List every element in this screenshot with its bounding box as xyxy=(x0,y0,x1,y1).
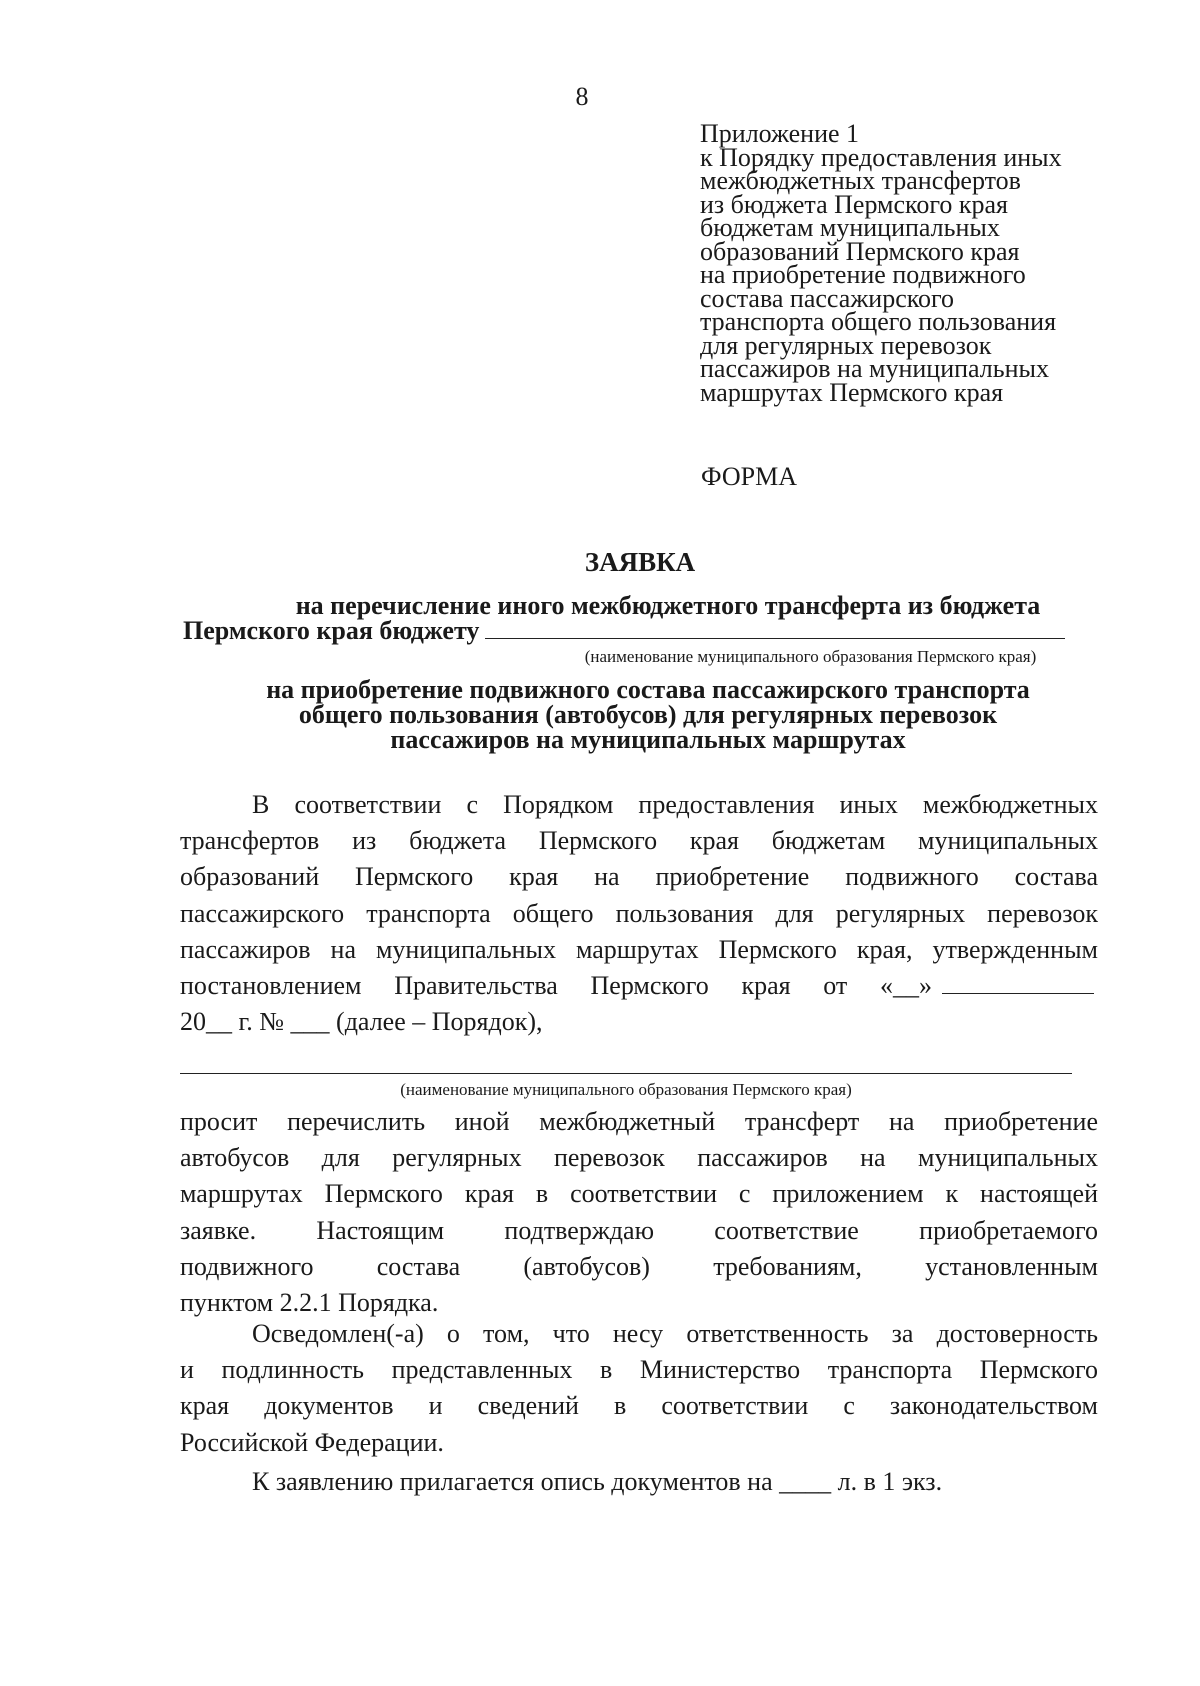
paragraph-line: маршрутах Пермского края в соответствии с приложением к настоящей xyxy=(180,1179,1098,1209)
purpose-line: пассажиров на муниципальных маршрутах xyxy=(390,725,906,754)
paragraph-line: просит перечислить иной межбюджетный трансферт на приобретение xyxy=(180,1107,1098,1136)
appendix-line: к Порядку предоставления иных xyxy=(700,142,1062,172)
paragraph-1 xyxy=(180,787,1098,1040)
appendix-line: на приобретение подвижного xyxy=(700,260,1026,289)
field-caption: (наименование муниципального образования Пермского края) xyxy=(584,647,1037,666)
subtitle-line-with-blank xyxy=(183,616,1065,645)
paragraph-line: заявке. Настоящим подтверждаю соответствие приобретаемого xyxy=(180,1215,1098,1245)
field-caption: (наименование муниципального образования Пермского края) xyxy=(400,1080,852,1099)
paragraph-2 xyxy=(180,1104,1098,1321)
paragraph-line: Российской Федерации. xyxy=(180,1427,444,1457)
municipality-name-line[interactable] xyxy=(180,1073,1072,1074)
form-label: ФОРМА xyxy=(701,462,797,491)
subtitle-text: Пермского края бюджету xyxy=(183,616,480,645)
paragraph-text: постановлением Правительства Пермского края от «__» xyxy=(180,970,932,1000)
document-title: ЗАЯВКА xyxy=(584,547,696,577)
date-blank[interactable] xyxy=(942,973,1094,994)
page-number: 8 xyxy=(575,82,589,111)
appendix-line: маршрутах Пермского края xyxy=(700,377,1004,407)
paragraph-line-with-date xyxy=(180,968,1098,1004)
purpose-heading xyxy=(48,677,1200,752)
appendix-line: состава пассажирского xyxy=(700,283,955,313)
paragraph-line: автобусов для регулярных перевозок пассажиров на муниципальных xyxy=(180,1143,1098,1173)
paragraph-line: трансфертов из бюджета Пермского края бюджетам муниципальных xyxy=(180,826,1098,856)
paragraph-line: и подлинность представленных в Министерство транспорта Пермского xyxy=(180,1355,1098,1385)
purpose-line: общего пользования (автобусов) для регулярных перевозок xyxy=(298,700,998,729)
paragraph-line: края документов и сведений в соответствии с законодательством xyxy=(180,1391,1098,1421)
municipality-name-blank[interactable] xyxy=(485,616,1065,639)
appendix-line: образований Пермского края xyxy=(700,236,1020,266)
subtitle-line: на перечисление иного межбюджетного трансферта из бюджета xyxy=(295,591,1041,620)
appendix-line: из бюджета Пермского края xyxy=(700,189,1009,219)
paragraph-line: пассажирского транспорта общего пользования для регулярных перевозок xyxy=(180,898,1098,928)
appendix-line: транспорта общего пользования xyxy=(700,307,1057,336)
paragraph-line: пунктом 2.2.1 Порядка. xyxy=(180,1287,439,1317)
appendix-header xyxy=(700,119,1140,407)
appendix-line: пассажиров на муниципальных xyxy=(700,354,1050,383)
paragraph-3 xyxy=(180,1316,1098,1461)
paragraph-line: подвижного состава (автобусов) требованиям, установленным xyxy=(180,1251,1098,1281)
paragraph-line: 20__ г. № ___ (далее – Порядок), xyxy=(180,1007,543,1037)
paragraph-line: В соответствии с Порядком предоставления иных межбюджетных xyxy=(252,790,1098,819)
paragraph-text: К заявлению прилагается опись документов на xyxy=(252,1467,773,1496)
paragraph-line: Осведомлен(-а) о том, что несу ответственность за достоверность xyxy=(252,1319,1098,1348)
sheet-count-blank[interactable]: ____ xyxy=(779,1467,832,1496)
paragraph-line: пассажиров на муниципальных маршрутах Пермского края, утвержденным xyxy=(180,934,1098,964)
paragraph-4 xyxy=(252,1464,942,1500)
appendix-line: для регулярных перевозок xyxy=(700,330,992,360)
appendix-line: бюджетам муниципальных xyxy=(700,213,1000,242)
purpose-line: на приобретение подвижного состава пассажирского транспорта xyxy=(266,675,1030,704)
paragraph-text: л. в 1 экз. xyxy=(837,1467,943,1496)
appendix-line: межбюджетных трансфертов xyxy=(700,166,1021,195)
appendix-line: Приложение 1 xyxy=(700,119,860,148)
paragraph-line: образований Пермского края на приобретение подвижного состава xyxy=(180,862,1098,892)
